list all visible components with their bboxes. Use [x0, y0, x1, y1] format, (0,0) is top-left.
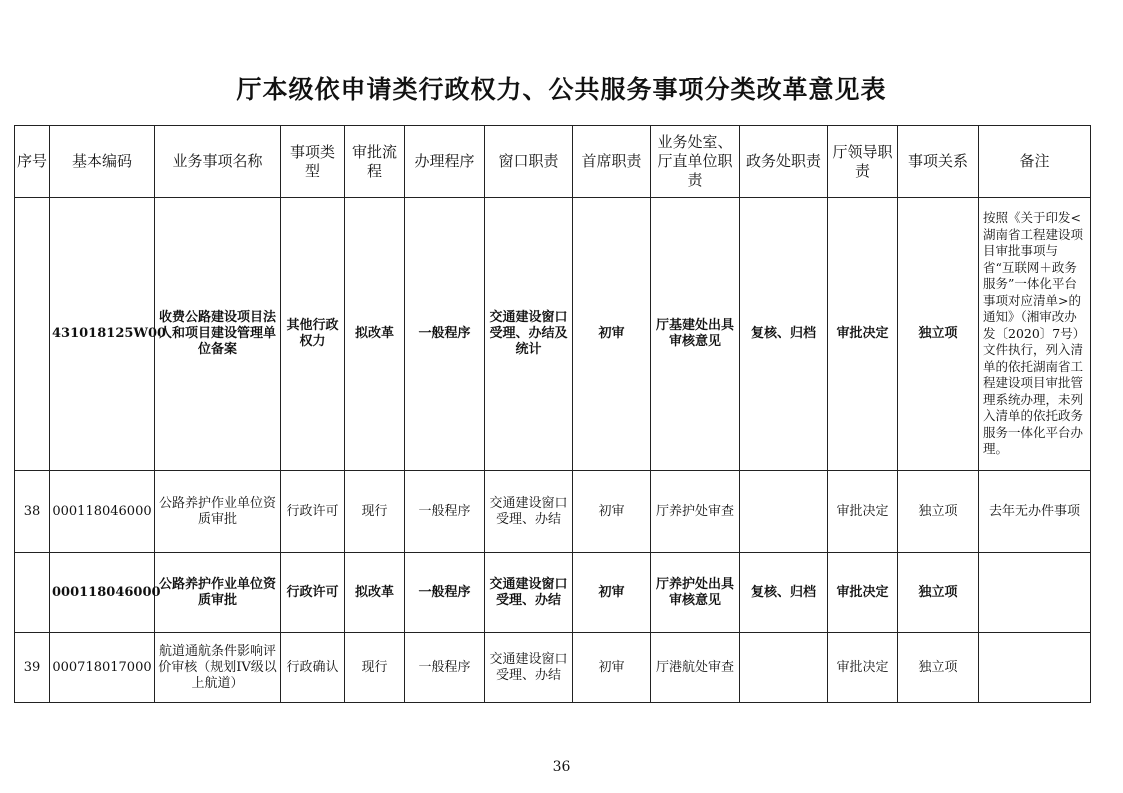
cell-dept-duty: 厅基建处出具审核意见 [651, 198, 740, 471]
cell-relation: 独立项 [898, 633, 979, 703]
cell-item-type: 行政确认 [281, 633, 345, 703]
cell-approval-flow: 现行 [345, 633, 405, 703]
header-cell-gov-affairs-duty: 政务处职责 [740, 126, 828, 198]
cell-approval-flow: 现行 [345, 471, 405, 553]
cell-remarks: 按照《关于印发<湖南省工程建设项目审批事项与省“互联网＋政务服务”一体化平台事项对应清单>的通知》（湘审改办发〔2020〕7号）文件执行，列入清单的依托湖南省工程建设项目审批管理系统办理，未列入清单的依托政务服务一体化平台办理。 [979, 198, 1091, 471]
cell-procedure: 一般程序 [405, 471, 485, 553]
cell-chief-duty: 初审 [573, 198, 651, 471]
cell-index: 38 [15, 471, 50, 553]
cell-window-duty: 交通建设窗口受理、办结 [485, 633, 573, 703]
cell-approval-flow: 拟改革 [345, 553, 405, 633]
cell-relation: 独立项 [898, 198, 979, 471]
header-cell-procedure: 办理程序 [405, 126, 485, 198]
document-title: 厅本级依申请类行政权力、公共服务事项分类改革意见表 [236, 75, 887, 104]
cell-chief-duty: 初审 [573, 471, 651, 553]
cell-leader-duty: 审批决定 [828, 553, 898, 633]
header-row [15, 126, 1091, 198]
header-cell-remarks: 备注 [979, 126, 1091, 198]
cell-chief-duty: 初审 [573, 553, 651, 633]
page-number: 36 [552, 759, 571, 775]
cell-code: 000718017000 [50, 633, 155, 703]
cell-index: 39 [15, 633, 50, 703]
table-row [15, 633, 1091, 703]
table-row [15, 553, 1091, 633]
header-cell-dept-duty: 业务处室、厅直单位职责 [651, 126, 740, 198]
header-cell-chief-duty: 首席职责 [573, 126, 651, 198]
reform-table [14, 125, 1091, 703]
cell-window-duty: 交通建设窗口受理、办结及统计 [485, 198, 573, 471]
cell-procedure: 一般程序 [405, 198, 485, 471]
cell-gov-affairs-duty: 复核、归档 [740, 553, 828, 633]
table-row [15, 198, 1091, 471]
header-cell-item-type: 事项类型 [281, 126, 345, 198]
cell-index [15, 553, 50, 633]
cell-gov-affairs-duty [740, 633, 828, 703]
cell-leader-duty: 审批决定 [828, 471, 898, 553]
header-cell-window-duty: 窗口职责 [485, 126, 573, 198]
cell-dept-duty: 厅养护处审查 [651, 471, 740, 553]
cell-item-name: 收费公路建设项目法人和项目建设管理单位备案 [155, 198, 281, 471]
header-cell-relation: 事项关系 [898, 126, 979, 198]
cell-procedure: 一般程序 [405, 553, 485, 633]
cell-approval-flow: 拟改革 [345, 198, 405, 471]
header-cell-approval-flow: 审批流程 [345, 126, 405, 198]
cell-remarks: 去年无办件事项 [979, 471, 1091, 553]
table-row [15, 471, 1091, 553]
cell-code: 000118046000 [50, 471, 155, 553]
cell-item-type: 其他行政权力 [281, 198, 345, 471]
cell-item-name: 公路养护作业单位资质审批 [155, 471, 281, 553]
cell-dept-duty: 厅养护处出具审核意见 [651, 553, 740, 633]
cell-item-type: 行政许可 [281, 471, 345, 553]
cell-procedure: 一般程序 [405, 633, 485, 703]
cell-code: 000118046000 [50, 553, 155, 633]
cell-index [15, 198, 50, 471]
cell-leader-duty: 审批决定 [828, 198, 898, 471]
cell-gov-affairs-duty: 复核、归档 [740, 198, 828, 471]
cell-dept-duty: 厅港航处审查 [651, 633, 740, 703]
cell-relation: 独立项 [898, 471, 979, 553]
header-cell-index: 序号 [15, 126, 50, 198]
cell-remarks [979, 633, 1091, 703]
cell-item-type: 行政许可 [281, 553, 345, 633]
cell-gov-affairs-duty [740, 471, 828, 553]
cell-relation: 独立项 [898, 553, 979, 633]
header-cell-item-name: 业务事项名称 [155, 126, 281, 198]
cell-window-duty: 交通建设窗口受理、办结 [485, 553, 573, 633]
cell-chief-duty: 初审 [573, 633, 651, 703]
cell-window-duty: 交通建设窗口受理、办结 [485, 471, 573, 553]
cell-leader-duty: 审批决定 [828, 633, 898, 703]
cell-item-name: 公路养护作业单位资质审批 [155, 553, 281, 633]
cell-code: 431018125W00 [50, 198, 155, 471]
header-cell-leader-duty: 厅领导职责 [828, 126, 898, 198]
cell-remarks [979, 553, 1091, 633]
header-cell-code: 基本编码 [50, 126, 155, 198]
cell-item-name: 航道通航条件影响评价审核（规划IV级以上航道） [155, 633, 281, 703]
